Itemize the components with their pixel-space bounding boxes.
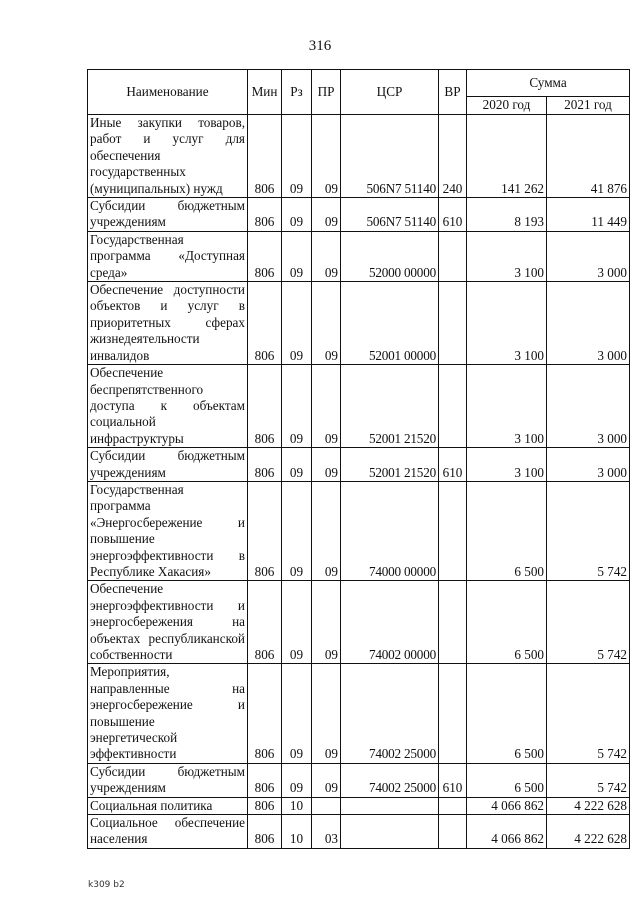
row-min: 806 bbox=[248, 763, 282, 797]
row-name: Государственная программа «Доступная среда» bbox=[88, 231, 248, 281]
header-pr: ПР bbox=[312, 70, 341, 115]
row-pr: 09 bbox=[312, 282, 341, 365]
header-year-2020: 2020 год bbox=[467, 97, 547, 115]
row-vr bbox=[439, 282, 467, 365]
row-vr: 240 bbox=[439, 115, 467, 198]
row-csr: 52000 00000 bbox=[341, 231, 439, 281]
row-sum-2021: 3 000 bbox=[547, 282, 630, 365]
row-name: Иные закупки товаров, работ и услуг для обеспечения государственных (муниципальных) нужд bbox=[88, 115, 248, 198]
row-sum-2021: 5 742 bbox=[547, 481, 630, 580]
table-row bbox=[88, 282, 630, 365]
row-rz: 09 bbox=[282, 664, 312, 763]
row-rz: 09 bbox=[282, 448, 312, 482]
row-pr: 09 bbox=[312, 664, 341, 763]
row-vr: 610 bbox=[439, 763, 467, 797]
row-name: Обеспечение энергоэффективности и энергосбережения на объектах республиканской собственности bbox=[88, 581, 248, 664]
row-min: 806 bbox=[248, 365, 282, 448]
row-rz: 09 bbox=[282, 581, 312, 664]
row-sum-2020: 6 500 bbox=[467, 581, 547, 664]
header-vr: ВР bbox=[439, 70, 467, 115]
row-name: Обеспечение беспрепятственного доступа к объектам социальной инфраструктуры bbox=[88, 365, 248, 448]
row-name: Субсидии бюджетным учреждениям bbox=[88, 448, 248, 482]
row-rz: 10 bbox=[282, 797, 312, 814]
row-sum-2021: 5 742 bbox=[547, 581, 630, 664]
header-year-2021: 2021 год bbox=[547, 97, 630, 115]
row-sum-2020: 3 100 bbox=[467, 448, 547, 482]
row-sum-2020: 4 066 862 bbox=[467, 797, 547, 814]
row-pr: 09 bbox=[312, 115, 341, 198]
table-row bbox=[88, 664, 630, 763]
row-csr: 52001 21520 bbox=[341, 365, 439, 448]
row-csr: 74002 00000 bbox=[341, 581, 439, 664]
row-csr bbox=[341, 815, 439, 849]
row-name: Государственная программа «Энергосбережение и повышение энергоэффективности в Республике Хакасия» bbox=[88, 481, 248, 580]
table-row bbox=[88, 581, 630, 664]
row-rz: 10 bbox=[282, 815, 312, 849]
footer-code: k309 b2 bbox=[88, 880, 125, 890]
table-row bbox=[88, 365, 630, 448]
row-pr: 09 bbox=[312, 763, 341, 797]
header-sum: Сумма bbox=[467, 70, 630, 97]
row-vr bbox=[439, 815, 467, 849]
row-rz: 09 bbox=[282, 198, 312, 232]
row-name: Социальное обеспечение населения bbox=[88, 815, 248, 849]
row-min: 806 bbox=[248, 115, 282, 198]
row-csr: 74002 25000 bbox=[341, 763, 439, 797]
row-sum-2021: 5 742 bbox=[547, 763, 630, 797]
row-name: Субсидии бюджетным учреждениям bbox=[88, 198, 248, 232]
header-name: Наименование bbox=[88, 70, 248, 115]
row-sum-2020: 141 262 bbox=[467, 115, 547, 198]
table-row bbox=[88, 231, 630, 281]
row-sum-2020: 6 500 bbox=[467, 664, 547, 763]
row-min: 806 bbox=[248, 797, 282, 814]
row-sum-2021: 3 000 bbox=[547, 365, 630, 448]
row-name: Обеспечение доступности объектов и услуг в приоритетных сферах жизнедеятельности инвалидов bbox=[88, 282, 248, 365]
row-name: Субсидии бюджетным учреждениям bbox=[88, 763, 248, 797]
row-name: Мероприятия, направленные на энергосбережение и повышение энергетической эффективности bbox=[88, 664, 248, 763]
table-row bbox=[88, 448, 630, 482]
row-rz: 09 bbox=[282, 763, 312, 797]
row-vr bbox=[439, 581, 467, 664]
row-min: 806 bbox=[248, 231, 282, 281]
row-csr: 506N7 51140 bbox=[341, 198, 439, 232]
row-sum-2020: 8 193 bbox=[467, 198, 547, 232]
row-min: 806 bbox=[248, 481, 282, 580]
header-rz: Рз bbox=[282, 70, 312, 115]
table-row bbox=[88, 815, 630, 849]
row-rz: 09 bbox=[282, 365, 312, 448]
row-rz: 09 bbox=[282, 115, 312, 198]
row-min: 806 bbox=[248, 664, 282, 763]
row-vr bbox=[439, 797, 467, 814]
row-sum-2020: 3 100 bbox=[467, 365, 547, 448]
row-pr: 09 bbox=[312, 481, 341, 580]
row-pr: 09 bbox=[312, 581, 341, 664]
row-csr: 506N7 51140 bbox=[341, 115, 439, 198]
row-rz: 09 bbox=[282, 481, 312, 580]
row-min: 806 bbox=[248, 815, 282, 849]
table-row bbox=[88, 198, 630, 232]
row-pr: 09 bbox=[312, 365, 341, 448]
row-vr: 610 bbox=[439, 448, 467, 482]
row-pr bbox=[312, 797, 341, 814]
row-sum-2020: 4 066 862 bbox=[467, 815, 547, 849]
row-sum-2020: 3 100 bbox=[467, 231, 547, 281]
row-csr: 52001 21520 bbox=[341, 448, 439, 482]
row-sum-2021: 11 449 bbox=[547, 198, 630, 232]
row-pr: 09 bbox=[312, 231, 341, 281]
row-name: Социальная политика bbox=[88, 797, 248, 814]
row-sum-2020: 6 500 bbox=[467, 481, 547, 580]
table-row bbox=[88, 797, 630, 814]
row-sum-2020: 3 100 bbox=[467, 282, 547, 365]
row-csr bbox=[341, 797, 439, 814]
row-min: 806 bbox=[248, 198, 282, 232]
table-row bbox=[88, 481, 630, 580]
row-sum-2021: 4 222 628 bbox=[547, 815, 630, 849]
page-number: 316 bbox=[308, 38, 332, 54]
row-vr bbox=[439, 481, 467, 580]
row-sum-2021: 5 742 bbox=[547, 664, 630, 763]
row-vr bbox=[439, 365, 467, 448]
row-vr bbox=[439, 664, 467, 763]
row-csr: 52001 00000 bbox=[341, 282, 439, 365]
header-csr: ЦСР bbox=[341, 70, 439, 115]
row-pr: 09 bbox=[312, 448, 341, 482]
row-csr: 74002 25000 bbox=[341, 664, 439, 763]
row-vr: 610 bbox=[439, 198, 467, 232]
table-row bbox=[88, 763, 630, 797]
row-rz: 09 bbox=[282, 231, 312, 281]
table-row bbox=[88, 115, 630, 198]
row-rz: 09 bbox=[282, 282, 312, 365]
row-min: 806 bbox=[248, 282, 282, 365]
row-pr: 09 bbox=[312, 198, 341, 232]
row-sum-2021: 41 876 bbox=[547, 115, 630, 198]
row-sum-2021: 3 000 bbox=[547, 448, 630, 482]
row-sum-2021: 3 000 bbox=[547, 231, 630, 281]
row-csr: 74000 00000 bbox=[341, 481, 439, 580]
row-sum-2020: 6 500 bbox=[467, 763, 547, 797]
header-min: Мин bbox=[248, 70, 282, 115]
budget-table bbox=[87, 69, 630, 849]
row-min: 806 bbox=[248, 448, 282, 482]
row-pr: 03 bbox=[312, 815, 341, 849]
row-min: 806 bbox=[248, 581, 282, 664]
row-sum-2021: 4 222 628 bbox=[547, 797, 630, 814]
row-vr bbox=[439, 231, 467, 281]
